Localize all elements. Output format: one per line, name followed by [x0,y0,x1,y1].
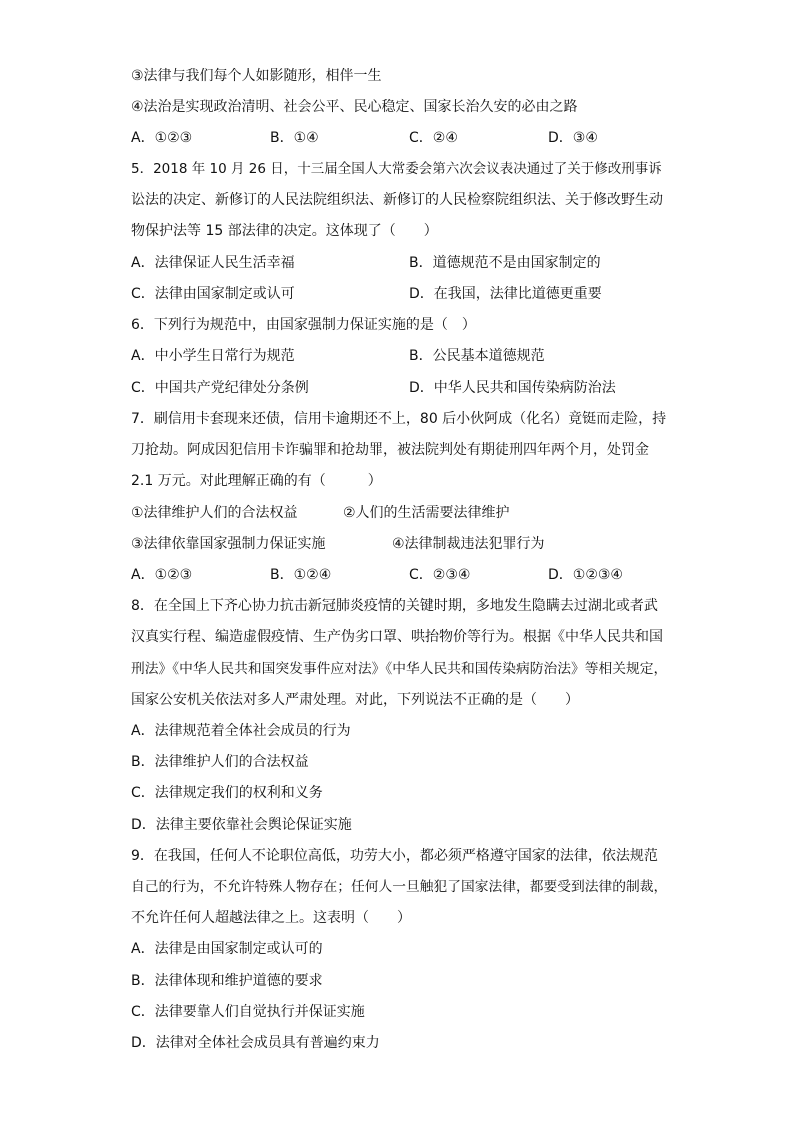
q7-stem-line-3: 2.1 万元。对此理解正确的有（ ） [131,473,382,489]
q4-statement-3: ③法律与我们每个人如影随形，相伴一生 [131,68,382,84]
q5-stem-line-2: 讼法的决定、新修订的人民法院组织法、新修订的人民检察院组织法、关于修改野生动 [131,192,663,208]
q8-option-b: B．法律维护人们的合法权益 [131,754,309,770]
q7-option-b: B．①②④ [270,567,332,583]
q4-option-d: D．③④ [548,130,598,146]
q8-option-d: D．法律主要依靠社会舆论保证实施 [131,817,352,833]
q8-option-c: C．法律规定我们的权利和义务 [131,785,323,801]
q9-stem-line-3: 不允许任何人超越法律之上。这表明（ ） [131,910,411,926]
q8-stem-line-3: 刑法》《中华人民共和国突发事件应对法》《中华人民共和国传染病防治法》等相关规定， [131,661,668,677]
q9-option-b: B．法律体现和维护道德的要求 [131,973,323,989]
q8-stem-line-4: 国家公安机关依法对多人严肃处理。对此，下列说法不正确的是（ ） [131,692,579,708]
q5-stem-line-1: 5．2018 年 10 月 26 日，十三届全国人大常委会第六次会议表决通过了关于修改刑事诉 [131,161,662,177]
q9-option-a: A．法律是由国家制定或认可的 [131,941,323,957]
q7-stem-line-2: 刀抢劫。阿成因犯信用卡诈骗罪和抢劫罪，被法院判处有期徒刑四年两个月，处罚金 [131,442,649,458]
q6-stem: 6．下列行为规范中，由国家强制力保证实施的是（ ） [131,317,476,333]
q5-option-c: C．法律由国家制定或认可 [131,286,295,302]
q7-statement-1: ①法律维护人们的合法权益 [131,505,298,521]
q8-option-a: A．法律规范着全体社会成员的行为 [131,723,351,739]
q7-option-c: C．②③④ [409,567,471,583]
q5-option-a: A．法律保证人民生活幸福 [131,255,295,271]
q9-stem-line-1: 9．在我国，任何人不论职位高低，功劳大小，都必须严格遵守国家的法律，依法规范 [131,848,658,864]
q4-option-a: A．①②③ [131,130,193,146]
q5-stem-line-3: 物保护法等 15 部法律的决定。这体现了（ ） [131,223,438,239]
q7-option-a: A．①②③ [131,567,193,583]
q7-statement-2: ②人们的生活需要法律维护 [343,505,510,521]
q6-option-a: A．中小学生日常行为规范 [131,348,295,364]
q6-option-d: D．中华人民共和国传染病防治法 [409,380,616,396]
q4-option-b: B．①④ [270,130,319,146]
q4-option-c: C．②④ [409,130,458,146]
q7-statement-4: ④法律制裁违法犯罪行为 [392,536,545,552]
q9-stem-line-2: 自己的行为，不允许特殊人物存在；任何人一旦触犯了国家法律，都要受到法律的制裁， [131,879,668,895]
q6-option-b: B．公民基本道德规范 [409,348,545,364]
q4-statement-4: ④法治是实现政治清明、社会公平、民心稳定、国家长治久安的必由之路 [131,99,578,115]
q7-statement-3: ③法律依靠国家强制力保证实施 [131,536,326,552]
q7-option-d: D．①②③④ [548,567,623,583]
q5-option-b: B．道德规范不是由国家制定的 [409,255,601,271]
q9-option-d: D．法律对全体社会成员具有普遍约束力 [131,1035,380,1051]
q6-option-c: C．中国共产党纪律处分条例 [131,380,309,396]
q8-stem-line-2: 汉真实行程、编造虚假疫情、生产伪劣口罩、哄抬物价等行为。根据《中华人民共和国 [131,629,663,645]
q8-stem-line-1: 8．在全国上下齐心协力抗击新冠肺炎疫情的关键时期，多地发生隐瞒去过湖北或者武 [131,598,658,614]
q9-option-c: C．法律要靠人们自觉执行并保证实施 [131,1004,365,1020]
q7-stem-line-1: 7．刷信用卡套现来还债，信用卡逾期还不上，80 后小伙阿成（化名）竟铤而走险，持 [131,411,667,427]
q5-option-d: D．在我国，法律比道德更重要 [409,286,602,302]
